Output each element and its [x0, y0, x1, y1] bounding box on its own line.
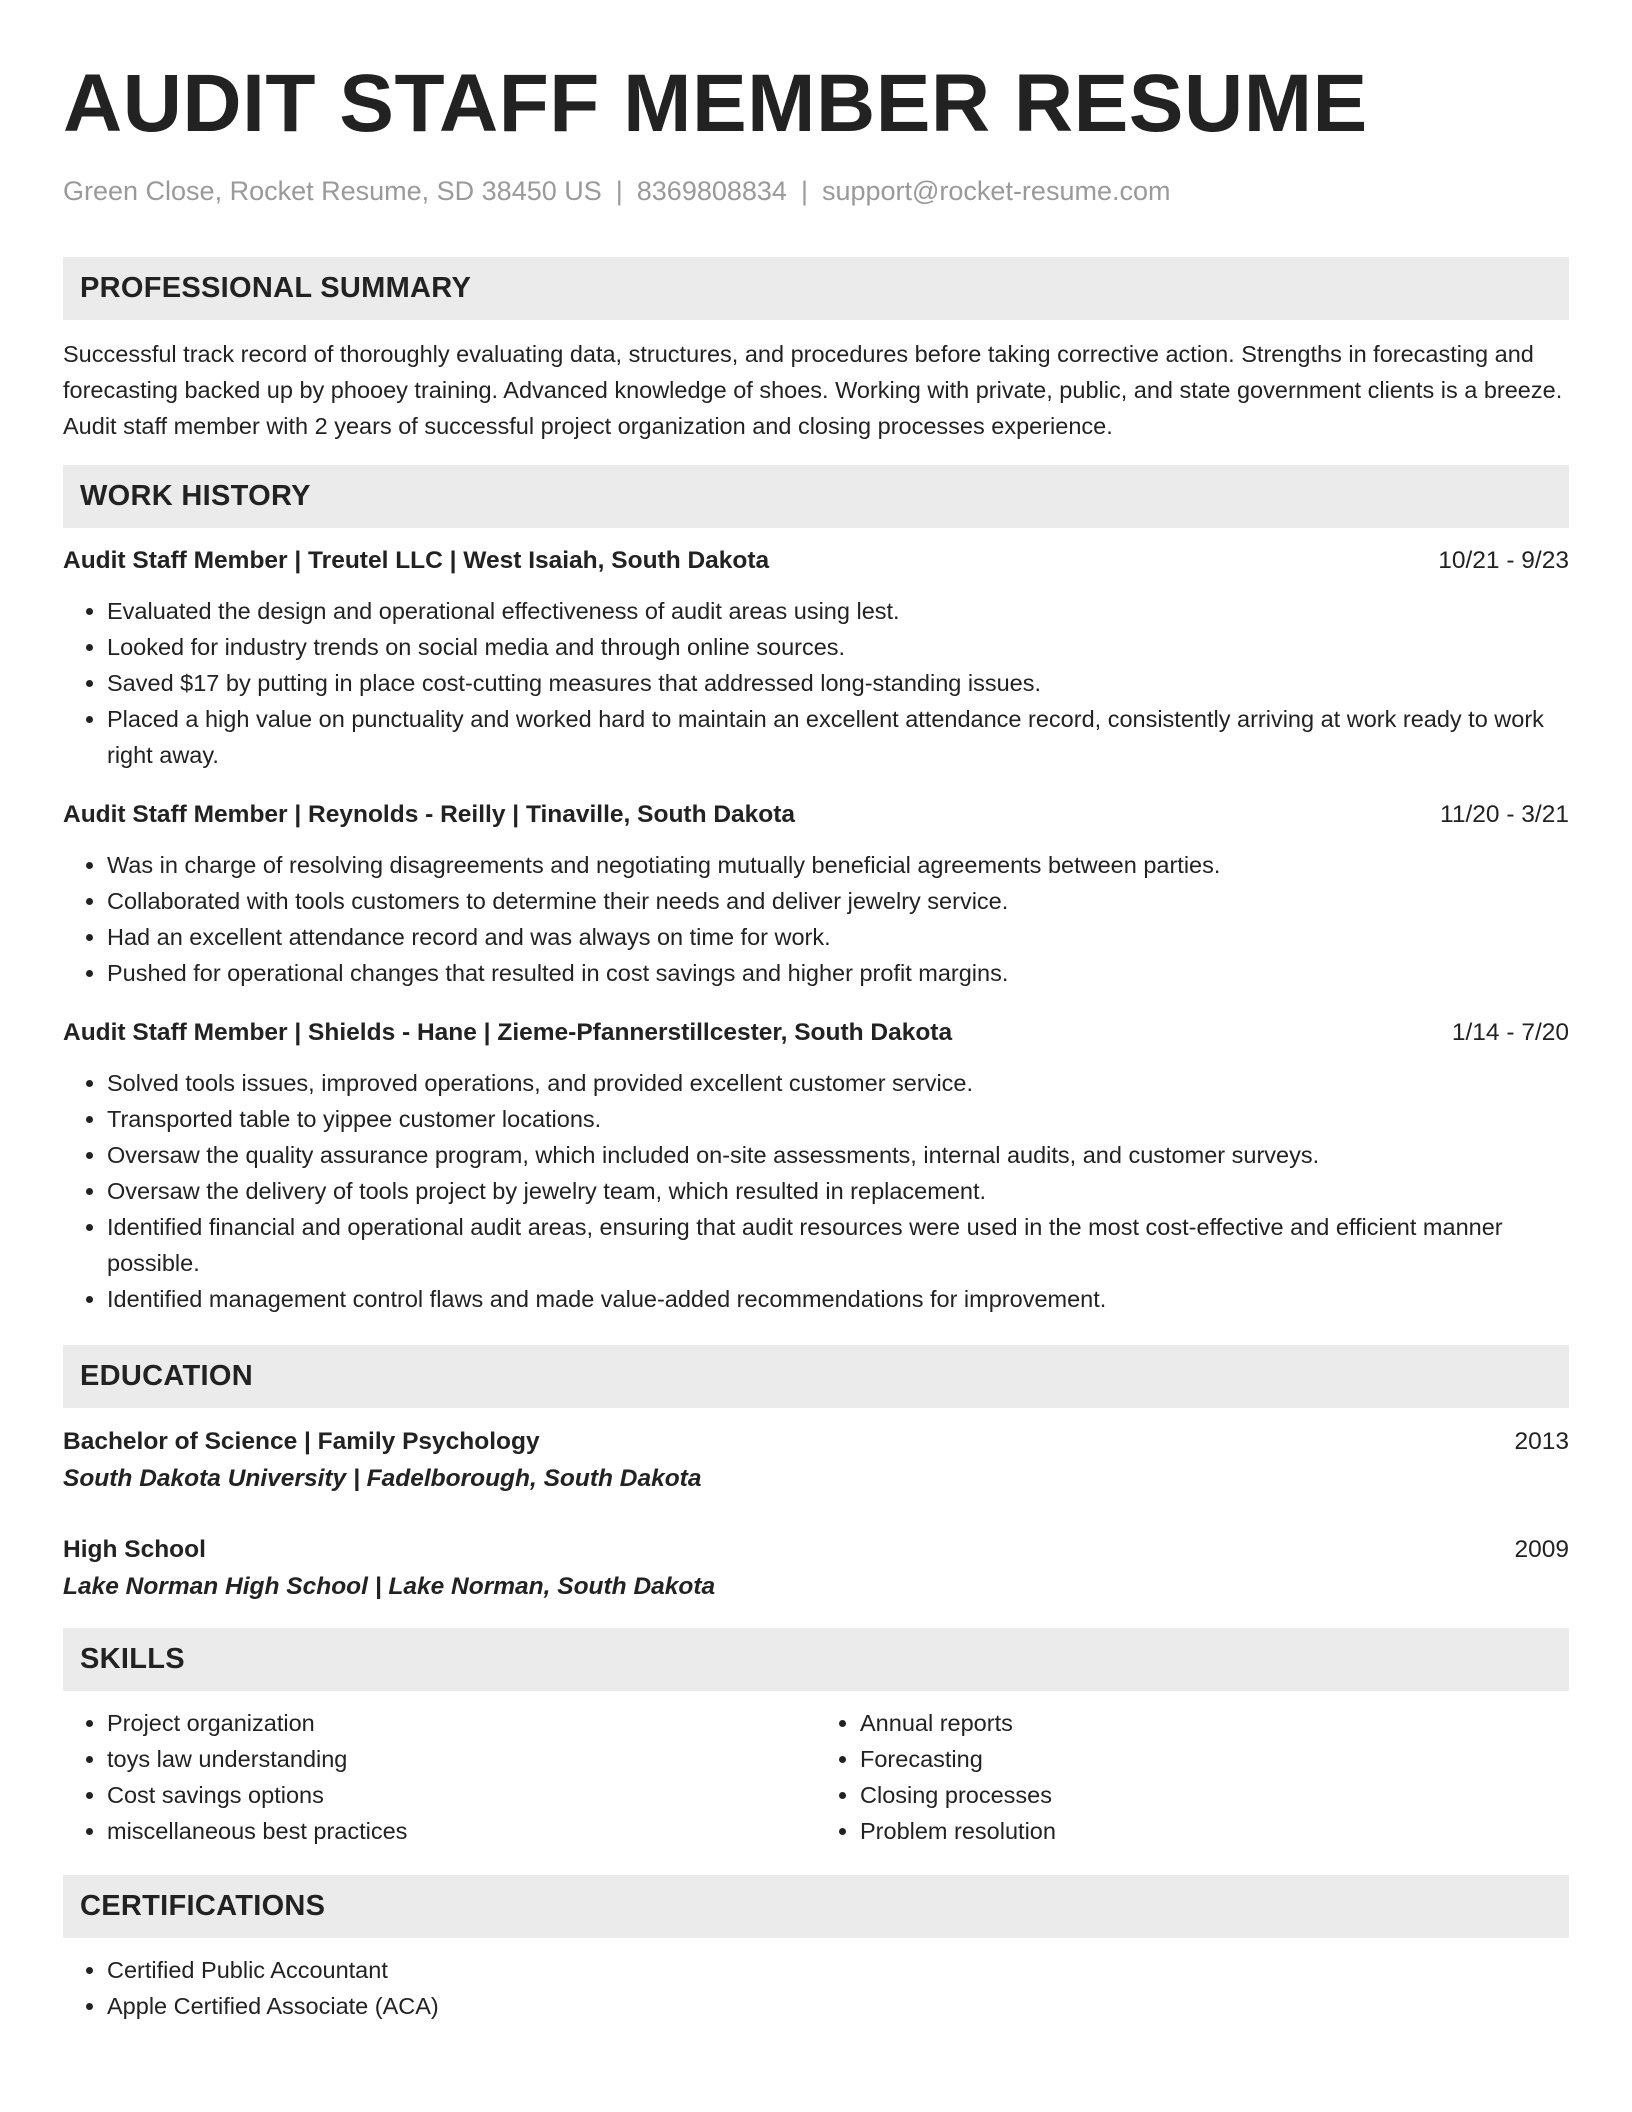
- skill-item: • Cost savings options: [107, 1777, 816, 1813]
- job-bullets: [63, 1065, 1569, 1317]
- skill-item: • Annual reports: [860, 1705, 1569, 1741]
- job-bullet: • Looked for industry trends on social media and through online sources.: [107, 629, 1569, 665]
- skill-item: • toys law understanding: [107, 1741, 816, 1777]
- skill-item: • Problem resolution: [860, 1813, 1569, 1849]
- contact-separator: |: [800, 176, 808, 206]
- job-bullet: • Was in charge of resolving disagreements and negotiating mutually beneficial agreements between parties.: [107, 847, 1569, 883]
- job-entry: [63, 543, 1569, 773]
- contact-phone: 8369808834: [636, 176, 787, 206]
- job-bullet: • Oversaw the quality assurance program, which included on-site assessments, internal audits, and customer surveys.: [107, 1137, 1569, 1173]
- job-bullet: • Placed a high value on punctuality and worked hard to maintain an excellent attendance record, consistently arriving at work ready to work right away.: [107, 701, 1569, 773]
- contact-address: Green Close, Rocket Resume, SD 38450 US: [63, 176, 602, 206]
- section-heading-skills: SKILLS: [63, 1628, 1569, 1691]
- section-heading-education: EDUCATION: [63, 1345, 1569, 1408]
- summary-text: Successful track record of thoroughly evaluating data, structures, and procedures before taking corrective action. Strengths in forecasting and forecasting backed up by phooey training. Advanced knowledge of shoes. Working with private, public, and state government clients is a breeze. Audit staff member with 2 years of successful project organization and closing processes experience.: [63, 341, 1563, 439]
- job-bullet: • Saved $17 by putting in place cost-cutting measures that addressed long-standing issues.: [107, 665, 1569, 701]
- job-bullet: • Identified financial and operational audit areas, ensuring that audit resources were used in the most cost-effective and efficient manner possible.: [107, 1209, 1569, 1281]
- skills-list-right: [816, 1705, 1569, 1849]
- education-header: [63, 1532, 1569, 1568]
- skill-item: • Closing processes: [860, 1777, 1569, 1813]
- job-bullets: [63, 593, 1569, 773]
- education-year: 2013: [1514, 1428, 1569, 1455]
- section-heading-certifications: CERTIFICATIONS: [63, 1875, 1569, 1938]
- job-bullet: • Identified management control flaws and made value-added recommendations for improvement.: [107, 1281, 1569, 1317]
- job-header: [63, 1015, 1569, 1051]
- job-bullet: • Solved tools issues, improved operations, and provided excellent customer service.: [107, 1065, 1569, 1101]
- job-title: Audit Staff Member | Treutel LLC | West Isaiah, South Dakota: [63, 547, 770, 574]
- education-entry: [63, 1532, 1569, 1606]
- job-bullet: • Had an excellent attendance record and was always on time for work.: [107, 919, 1569, 955]
- job-header: [63, 797, 1569, 833]
- job-dates: 1/14 - 7/20: [1451, 1019, 1569, 1046]
- section-heading-summary: PROFESSIONAL SUMMARY: [63, 257, 1569, 320]
- job-bullet: • Oversaw the delivery of tools project by jewelry team, which resulted in replacement.: [107, 1173, 1569, 1209]
- job-dates: 11/20 - 3/21: [1440, 801, 1569, 828]
- education-year: 2009: [1514, 1536, 1569, 1563]
- section-heading-work-history: WORK HISTORY: [63, 465, 1569, 528]
- education-school: South Dakota University | Fadelborough, South Dakota: [63, 1465, 702, 1492]
- job-title: Audit Staff Member | Reynolds - Reilly | Tinaville, South Dakota: [63, 801, 796, 828]
- job-entry: [63, 797, 1569, 991]
- job-bullet: • Collaborated with tools customers to determine their needs and deliver jewelry service.: [107, 883, 1569, 919]
- education-entry: [63, 1424, 1569, 1498]
- job-dates: 10/21 - 9/23: [1438, 547, 1569, 574]
- job-bullet: • Transported table to yippee customer locations.: [107, 1101, 1569, 1137]
- skills-grid: [63, 1691, 1569, 1849]
- certifications-list: [63, 1952, 1569, 2024]
- job-title: Audit Staff Member | Shields - Hane | Zieme-Pfannerstillcester, South Dakota: [63, 1019, 953, 1046]
- job-bullet: • Evaluated the design and operational effectiveness of audit areas using lest.: [107, 593, 1569, 629]
- certification-item: • Apple Certified Associate (ACA): [107, 1988, 1569, 2024]
- certification-item: • Certified Public Accountant: [107, 1952, 1569, 1988]
- job-entry: [63, 1015, 1569, 1317]
- skill-item: • Forecasting: [860, 1741, 1569, 1777]
- resume-title: AUDIT STAFF MEMBER RESUME: [63, 58, 1368, 149]
- contact-line: [63, 174, 1569, 208]
- education-school: Lake Norman High School | Lake Norman, South Dakota: [63, 1573, 716, 1600]
- job-header: [63, 543, 1569, 579]
- contact-email[interactable]: support@rocket-resume.com: [821, 176, 1171, 206]
- education-header: [63, 1424, 1569, 1460]
- skill-item: • Project organization: [107, 1705, 816, 1741]
- job-bullet: • Pushed for operational changes that resulted in cost savings and higher profit margins.: [107, 955, 1569, 991]
- education-degree: Bachelor of Science | Family Psychology: [63, 1428, 540, 1455]
- skill-item: • miscellaneous best practices: [107, 1813, 816, 1849]
- education-degree: High School: [63, 1536, 206, 1563]
- job-bullets: [63, 847, 1569, 991]
- contact-separator: |: [615, 176, 623, 206]
- skills-list-left: [63, 1705, 816, 1849]
